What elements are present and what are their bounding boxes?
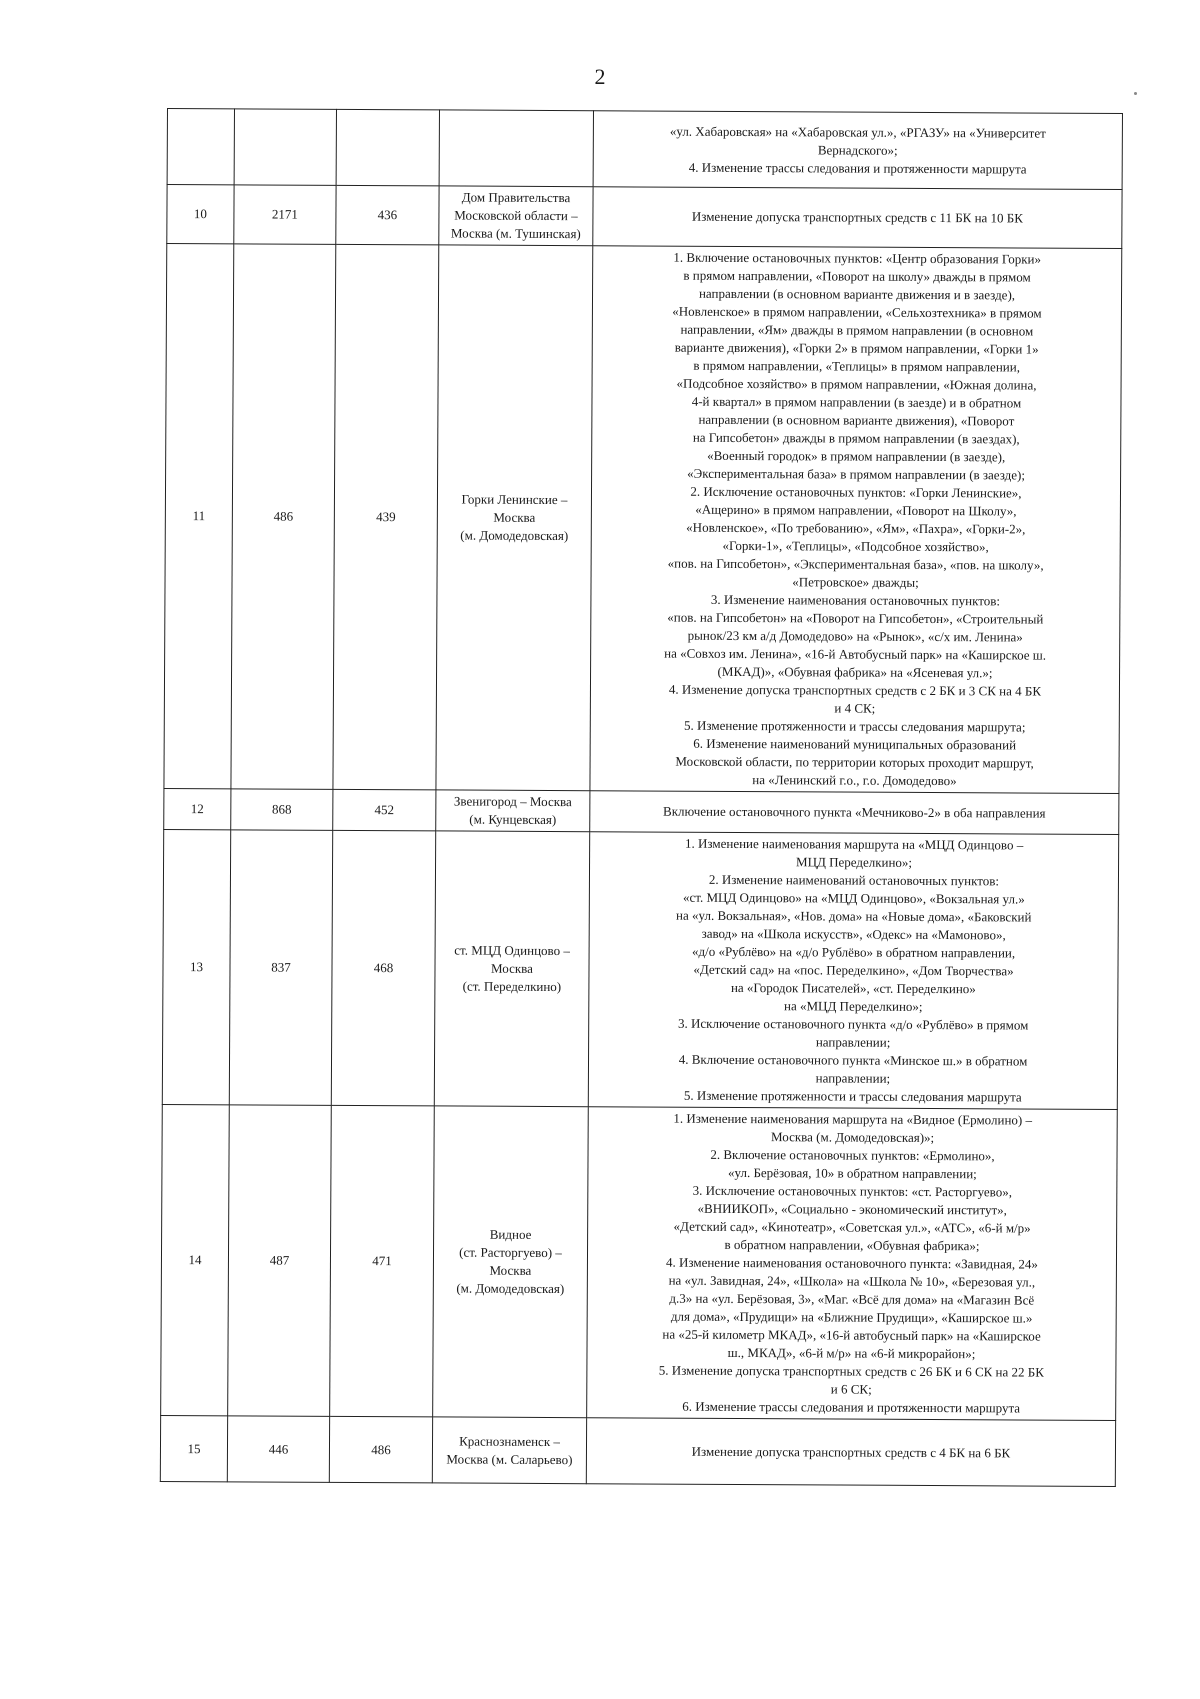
change-line: 4. Включение остановочного пункта «Минское ш.» в обратном xyxy=(678,1051,1028,1069)
change-line: 5. Изменение допуска транспортных средств с 26 БК и 6 СК на 22 БК xyxy=(658,1362,1044,1380)
change-line: «Петровское» дважды; xyxy=(792,574,919,590)
route-name-line: Москва (м. Тушинская) xyxy=(450,225,581,242)
route-name-line: Краснознаменск – xyxy=(459,1433,560,1449)
change-line: 1. Изменение наименования маршрута на «Видное (Ермолино) – xyxy=(673,1110,1033,1128)
change-line: в прямом направлении, «Поворот на школу» дважды в прямом xyxy=(683,267,1031,285)
change-line: направлении (в основном варианте движения), «Поворот xyxy=(698,411,1015,429)
change-line: Московской области, по территории которых проходит маршрут, xyxy=(675,753,1034,771)
change-line: 4. Изменение трассы следования и протяженности маршрута xyxy=(688,159,1027,177)
scan-speck xyxy=(1134,92,1137,95)
route-changes-cell xyxy=(590,791,1119,835)
change-line: «ул. Берёзовая, 10» в обратном направлении; xyxy=(728,1164,977,1182)
row-number-cell xyxy=(167,109,234,185)
change-line: 2. Исключение остановочных пунктов: «Горки Ленинские», xyxy=(690,483,1022,501)
route-changes-cell xyxy=(593,111,1122,190)
row-number-cell: 14 xyxy=(161,1104,230,1415)
change-line: направлении, «Ям» дважды в прямом направлении (в основном xyxy=(680,321,1034,339)
change-line: 1. Включение остановочных пунктов: «Центр образования Горки» xyxy=(673,249,1042,267)
change-line: направлении; xyxy=(815,1034,891,1050)
row-number-cell: 10 xyxy=(167,185,234,244)
change-line: «Ащерино» в прямом направлении, «Поворот на Школу», xyxy=(695,501,1017,519)
route-name-cell xyxy=(439,186,593,246)
change-line: на «Ленинский г.о., г.о. Домодедово» xyxy=(752,772,957,789)
change-line: на «Городок Писателей», «ст. Переделкино» xyxy=(730,979,976,997)
route-name-line: Московской области – xyxy=(454,207,578,224)
registration-number-cell: 868 xyxy=(231,789,333,831)
route-name-line: (м. Домодедовская) xyxy=(460,527,569,544)
change-line: МЦД Переделкино»; xyxy=(795,854,913,870)
change-line: 2. Изменение наименований остановочных пунктов: xyxy=(708,871,1000,889)
route-changes-cell xyxy=(593,187,1122,249)
change-line: «Детский сад» на «пос. Переделкино», «Дом Творчества» xyxy=(693,961,1014,979)
route-number-cell: 468 xyxy=(331,830,435,1106)
change-line: 5. Изменение протяженности и трассы следования маршрута xyxy=(683,1087,1022,1105)
change-line: направлении; xyxy=(815,1070,891,1086)
change-line: направлении (в основном варианте движения и в заезде), xyxy=(698,285,1016,303)
route-name-line: (ст. Переделкино) xyxy=(462,978,562,995)
change-line: Москва (м. Домодедовская)»; xyxy=(771,1129,935,1146)
change-line: (МКАД)», «Обувная фабрика» на «Ясеневая ул.»; xyxy=(717,663,993,681)
change-line: 4. Изменение наименования остановочного пункта: «Завидная, 24» xyxy=(665,1254,1038,1272)
change-line: Вернадского»; xyxy=(817,141,898,158)
row-number-cell: 11 xyxy=(164,244,234,789)
change-line: ш., МКАД», «6-й м/р» на «6-й микрорайон»; xyxy=(727,1344,976,1362)
route-name-line: (ст. Расторгуево) – xyxy=(459,1244,562,1261)
change-line: 6. Изменение наименований муниципальных образований xyxy=(693,735,1017,753)
change-line: на «Совхоз им. Ленина», «16-й Автобусный парк» на «Каширское ш. xyxy=(664,645,1047,663)
change-line: на «МЦД Переделкино»; xyxy=(784,998,923,1014)
route-name-line: (м. Кунцевская) xyxy=(469,811,557,828)
route-number-cell: 439 xyxy=(333,244,439,790)
change-line: варианте движения), «Горки 2» в прямом направлении, «Горки 1» xyxy=(674,339,1039,357)
change-line: Изменение допуска транспортных средств с 4 БК на 6 БК xyxy=(691,1443,1011,1460)
change-line: 3. Изменение наименования остановочных пунктов: xyxy=(710,591,1001,609)
change-line: на «25-й километр МКАД», «16-й автобусный парк» на «Каширское xyxy=(662,1326,1041,1344)
routes-table-body xyxy=(160,109,1122,1487)
change-line: «Военный городок» в прямом направлении (в заезде), xyxy=(707,447,1006,465)
change-line: 3. Исключение остановочных пунктов: «ст. Расторгуево», xyxy=(692,1182,1013,1200)
change-line: в прямом направлении, «Теплицы» в прямом направлении, xyxy=(693,357,1021,375)
change-line: 2. Включение остановочных пунктов: «Ермолино», xyxy=(710,1146,995,1164)
route-number-cell: 436 xyxy=(336,185,439,245)
row-number-cell: 13 xyxy=(162,829,230,1104)
change-line: «пов. на Гипсобетон», «Экспериментальная база», «пов. на школу», xyxy=(667,555,1044,573)
change-line: «Горки-1», «Теплицы», «Подсобное хозяйство», xyxy=(722,537,989,555)
route-name-cell xyxy=(436,245,593,791)
change-line: «Детский сад», «Кинотеатр», «Советская ул.», «АТС», «6-й м/р» xyxy=(673,1218,1031,1236)
route-name-cell xyxy=(439,110,593,187)
change-line: «ст. МЦД Одинцово» на «МЦД Одинцово», «Вокзальная ул.» xyxy=(682,889,1025,907)
change-line: и 6 СК; xyxy=(830,1381,872,1397)
route-name-line: Дом Правительства xyxy=(461,189,571,206)
route-changes-cell xyxy=(590,246,1122,794)
route-name-cell xyxy=(434,831,589,1107)
table-row xyxy=(167,185,1122,249)
route-changes-cell xyxy=(587,1107,1118,1421)
registration-number-cell: 2171 xyxy=(234,185,336,245)
table-row xyxy=(164,244,1122,794)
table-row xyxy=(164,788,1119,834)
row-number-cell: 15 xyxy=(160,1415,227,1481)
change-line: «Новленское», «По требованию», «Ям», «Пахра», «Горки-2», xyxy=(686,519,1026,537)
change-line: 4. Изменение допуска транспортных средств с 2 БК и 3 СК на 4 БК xyxy=(668,681,1042,699)
routes-table xyxy=(160,108,1123,1487)
route-number-cell xyxy=(336,109,439,186)
registration-number-cell: 487 xyxy=(228,1105,332,1417)
route-number-cell: 471 xyxy=(330,1105,435,1417)
change-line: на Гипсобетон» дважды в прямом направлении (в заездах), xyxy=(692,429,1020,447)
row-number-cell: 12 xyxy=(164,788,231,829)
registration-number-cell xyxy=(234,109,336,186)
change-line: 5. Изменение протяженности и трассы следования маршрута; xyxy=(684,717,1026,735)
route-name-line: Москва xyxy=(489,1262,532,1278)
route-name-line: Москва xyxy=(491,960,533,976)
change-line: д.3» на «ул. Берёзовая, 3», «Маг. «Всё для дома» на «Магазин Всё xyxy=(669,1290,1035,1308)
change-line: 1. Изменение наименования маршрута на «МЦД Одинцово – xyxy=(685,835,1024,853)
route-name-cell xyxy=(436,790,590,832)
change-line: «ул. Хабаровская» на «Хабаровская ул.», «РГАЗУ» на «Университет xyxy=(669,123,1046,141)
route-name-line: (м. Домодедовская) xyxy=(456,1280,565,1297)
change-line: завод» на «Школа искусств», «Одекс» на «Мамоново», xyxy=(701,925,1006,943)
change-line: и 4 СК; xyxy=(834,700,876,716)
change-line: 6. Изменение трассы следования и протяженности маршрута xyxy=(682,1398,1021,1416)
route-name-line: ст. МЦД Одинцово – xyxy=(454,942,570,959)
change-line: Включение остановочного пункта «Мечниково-2» в оба направления xyxy=(663,803,1046,821)
change-line: 4-й квартал» в прямом направлении (в заезде) и в обратном xyxy=(691,393,1022,411)
route-changes-cell xyxy=(586,1418,1115,1487)
registration-number-cell: 837 xyxy=(229,830,332,1106)
change-line: Изменение допуска транспортных средств с 11 БК на 10 БК xyxy=(691,208,1024,226)
table-row xyxy=(160,1415,1115,1486)
change-line: «д/о «Рублёво» на «д/о Рублёво» в обратном направлении, xyxy=(691,943,1016,961)
change-line: рынок/23 км а/д Домодедово» на «Рынок», «с/х им. Ленина» xyxy=(687,627,1023,645)
route-name-cell xyxy=(433,1106,589,1418)
route-name-line: Звенигород – Москва xyxy=(453,793,572,810)
route-changes-cell xyxy=(588,832,1118,1110)
table-row xyxy=(167,109,1122,190)
route-name-line: Горки Ленинские – xyxy=(461,491,568,508)
route-name-line: Москва (м. Саларьево) xyxy=(446,1450,573,1467)
change-line: «Новленское» в прямом направлении, «Сельхозтехника» в прямом xyxy=(672,303,1042,321)
change-line: «пов. на Гипсобетон» на «Поворот на Гипсобетон», «Строительный xyxy=(667,609,1044,627)
route-name-line: Москва xyxy=(493,509,536,525)
change-line: в обратном направлении, «Обувная фабрика»; xyxy=(724,1236,980,1254)
page-number: 2 xyxy=(594,64,606,89)
route-name-line: Видное xyxy=(489,1226,532,1242)
change-line: на «ул. Вокзальная», «Нов. дома» на «Новые дома», «Баковский xyxy=(676,907,1032,925)
route-number-cell: 486 xyxy=(329,1416,432,1483)
route-number-cell: 452 xyxy=(333,789,436,831)
table-row xyxy=(161,1104,1118,1420)
change-line: 3. Исключение остановочного пункта «д/о «Рублёво» в прямом xyxy=(677,1015,1029,1033)
change-line: «ВНИИКОП», «Социально - экономический институт», xyxy=(697,1200,1007,1218)
route-name-cell xyxy=(432,1417,586,1484)
change-line: «Экспериментальная база» в прямом направлении (в заезде); xyxy=(687,465,1026,483)
table-row xyxy=(162,829,1118,1109)
registration-number-cell: 446 xyxy=(227,1416,329,1483)
change-line: на «ул. Завидная, 24», «Школа» на «Школа № 10», «Березовая ул., xyxy=(668,1272,1036,1290)
change-line: для дома», «Прудищи» на «Ближние Прудищи», «Каширское ш.» xyxy=(670,1308,1033,1326)
registration-number-cell: 486 xyxy=(231,244,336,790)
change-line: «Подсобное хозяйство» в прямом направлении, «Южная долина, xyxy=(676,375,1037,393)
